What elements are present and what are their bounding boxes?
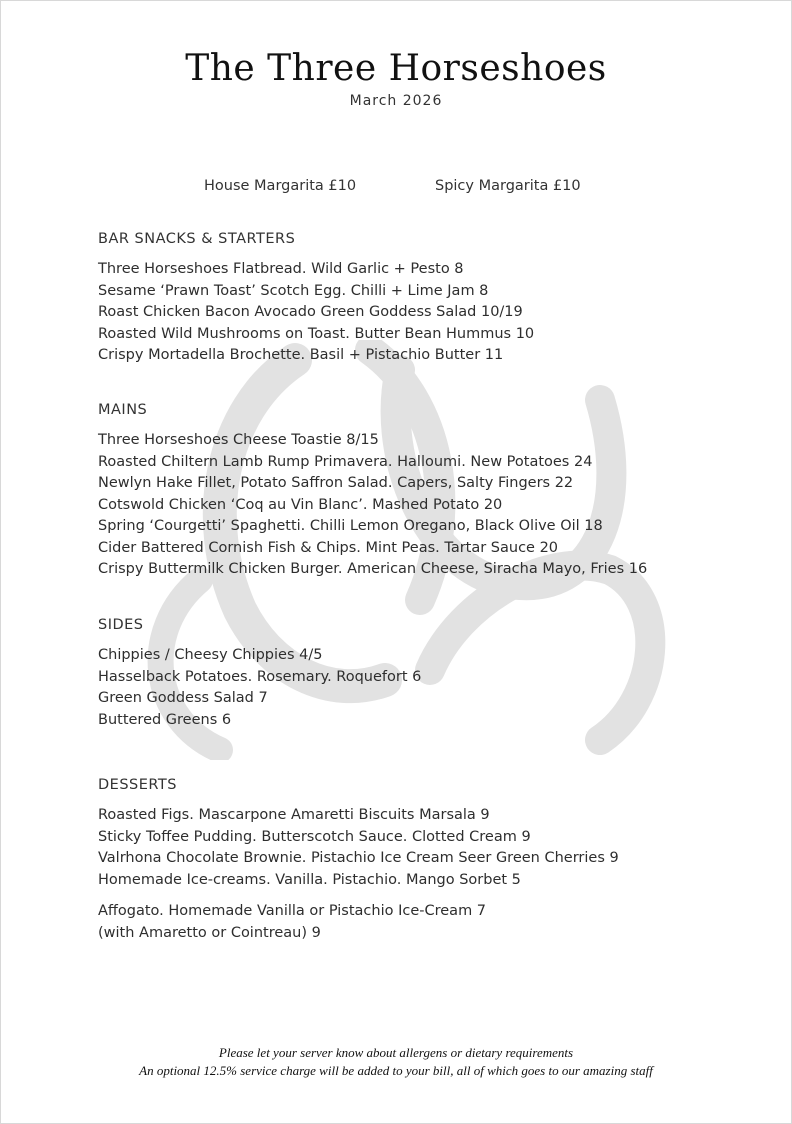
menu-item: Roast Chicken Bacon Avocado Green Goddess Salad 10/19 bbox=[98, 304, 523, 320]
menu-item: Affogato. Homemade Vanilla or Pistachio Ice-Cream 7 bbox=[98, 903, 487, 919]
menu-item: Roasted Figs. Mascarpone Amaretti Biscuits Marsala 9 bbox=[98, 807, 490, 823]
menu-item: Newlyn Hake Fillet, Potato Saffron Salad. Capers, Salty Fingers 22 bbox=[98, 475, 574, 491]
section-heading: MAINS bbox=[98, 402, 148, 418]
section-sides bbox=[98, 617, 738, 731]
menu-item: Homemade Ice-creams. Vanilla. Pistachio. Mango Sorbet 5 bbox=[98, 871, 521, 888]
menu-item: Sesame ‘Prawn Toast’ Scotch Egg. Chilli + Lime Jam 8 bbox=[98, 282, 489, 299]
footer-service-charge-note: An optional 12.5% service charge will be added to your bill, all of which goes to our amazing staff bbox=[139, 1063, 653, 1078]
cocktail-spicy-margarita: Spicy Margarita £10 bbox=[435, 178, 581, 194]
section-heading: SIDES bbox=[98, 617, 144, 633]
menu-item: Valrhona Chocolate Brownie. Pistachio Ice Cream Seer Green Cherries 9 bbox=[98, 850, 619, 866]
menu-item: (with Amaretto or Cointreau) 9 bbox=[98, 924, 321, 941]
footer-allergen-note: Please let your server know about allergens or dietary requirements bbox=[218, 1045, 574, 1060]
menu-item: Sticky Toffee Pudding. Butterscotch Sauce. Clotted Cream 9 bbox=[98, 828, 531, 845]
spacer bbox=[98, 891, 738, 901]
menu-item: Cotswold Chicken ‘Coq au Vin Blanc’. Mashed Potato 20 bbox=[98, 496, 503, 513]
menu-item: Crispy Buttermilk Chicken Burger. American Cheese, Siracha Mayo, Fries 16 bbox=[98, 561, 648, 577]
menu-item: Cider Battered Cornish Fish & Chips. Mint Peas. Tartar Sauce 20 bbox=[98, 539, 559, 556]
menu-item: Roasted Wild Mushrooms on Toast. Butter Bean Hummus 10 bbox=[98, 325, 535, 342]
section-heading: BAR SNACKS & STARTERS bbox=[98, 231, 296, 247]
menu-item: Three Horseshoes Cheese Toastie 8/15 bbox=[98, 432, 379, 448]
menu-item: Buttered Greens 6 bbox=[98, 711, 232, 728]
section-heading: DESSERTS bbox=[98, 777, 177, 793]
section-bar-snacks bbox=[98, 231, 738, 367]
section-desserts bbox=[98, 777, 738, 944]
menu-item: Roasted Chiltern Lamb Rump Primavera. Halloumi. New Potatoes 24 bbox=[98, 453, 593, 470]
section-mains bbox=[98, 402, 738, 581]
cocktail-house-margarita: House Margarita £10 bbox=[204, 178, 357, 194]
restaurant-title: The Three Horseshoes bbox=[185, 48, 607, 89]
menu-date: March 2026 bbox=[349, 93, 443, 109]
menu-item: Green Goddess Salad 7 bbox=[98, 690, 268, 706]
menu-item: Spring ‘Courgetti’ Spaghetti. Chilli Lemon Oregano, Black Olive Oil 18 bbox=[98, 518, 603, 534]
menu-item: Crispy Mortadella Brochette. Basil + Pistachio Butter 11 bbox=[98, 347, 504, 363]
menu-item: Hasselback Potatoes. Rosemary. Roquefort 6 bbox=[98, 668, 422, 685]
menu-item: Chippies / Cheesy Chippies 4/5 bbox=[98, 647, 323, 663]
menu-item: Three Horseshoes Flatbread. Wild Garlic + Pesto 8 bbox=[98, 261, 464, 277]
